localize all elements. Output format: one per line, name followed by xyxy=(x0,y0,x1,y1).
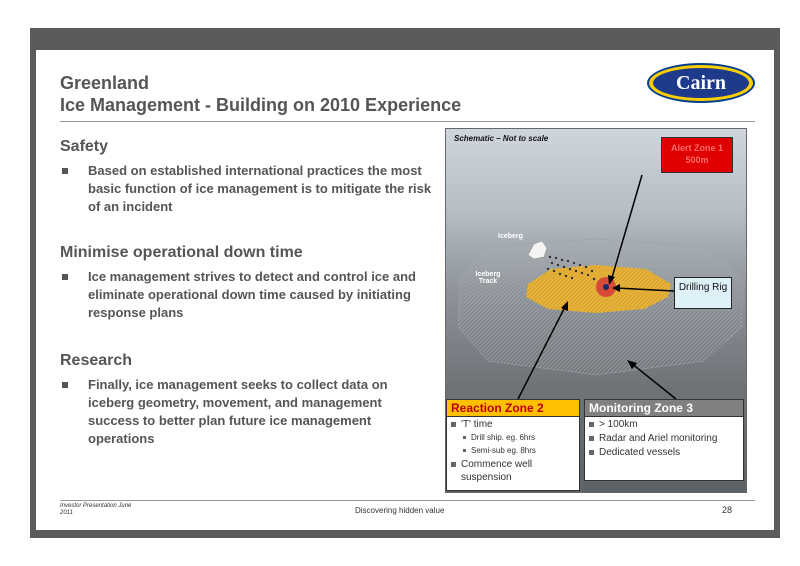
bullet-text: Finally, ice management seeks to collect data on iceberg geometry, movement, and management success to better plan future ice management operations xyxy=(88,377,388,446)
iceberg-track-label: Iceberg Track xyxy=(475,271,501,285)
bullet-square-icon xyxy=(62,274,68,280)
section-title: Safety xyxy=(60,138,109,155)
bullet-item xyxy=(60,162,438,216)
schematic-label: Schematic – Not to scale xyxy=(454,134,549,143)
left-border xyxy=(30,28,36,538)
bullet-item xyxy=(60,376,388,448)
iceberg-label: Iceberg xyxy=(498,233,523,240)
logo-text: Cairn xyxy=(653,68,749,98)
reaction-zone-title: Reaction Zone 2 xyxy=(447,400,579,417)
page-title xyxy=(60,72,461,116)
right-border xyxy=(774,28,780,538)
title-line-2: Ice Management - Building on 2010 Experience xyxy=(60,95,462,115)
footer-divider xyxy=(60,500,755,501)
list-text: Dedicated vessels xyxy=(599,447,681,458)
bullet-square-icon xyxy=(463,436,466,439)
bullet-square-icon xyxy=(451,462,456,467)
section-title: Minimise operational down time xyxy=(60,244,303,261)
list-text: Commence well suspension xyxy=(461,459,533,483)
list-subitem xyxy=(447,444,579,457)
bottom-border xyxy=(30,530,780,538)
monitoring-zone-box xyxy=(584,399,744,481)
bullet-square-icon xyxy=(589,422,594,427)
alert-zone-box: Alert Zone 1 500m xyxy=(661,137,733,173)
bullet-item xyxy=(60,268,438,322)
list-item xyxy=(585,446,743,459)
reaction-zone-box xyxy=(446,399,580,491)
monitoring-arrow xyxy=(631,363,676,399)
section-title: Research xyxy=(60,352,133,369)
list-subitem xyxy=(447,431,579,444)
list-text: Semi-sub eg. 8hrs xyxy=(471,446,536,455)
bullet-square-icon xyxy=(62,382,68,388)
rig-marker-icon xyxy=(603,284,609,290)
list-item xyxy=(585,418,743,431)
page-number: 28 xyxy=(722,505,733,515)
cairn-logo xyxy=(647,63,755,103)
section-safety xyxy=(60,138,438,216)
bullet-text: Ice management strives to detect and control ice and eliminate operational down time caused by initiating response plans xyxy=(88,269,416,320)
list-text: Drill ship. eg. 6hrs xyxy=(471,433,536,442)
title-divider xyxy=(60,121,755,122)
monitoring-zone-title: Monitoring Zone 3 xyxy=(585,400,743,417)
drilling-rig-box: Drilling Rig xyxy=(674,277,732,309)
list-text: Radar and Ariel monitoring xyxy=(599,433,718,444)
list-item xyxy=(447,458,579,484)
bullet-text: Based on established international practices the most basic function of ice management is to mitigate the risk of an incident xyxy=(88,163,432,214)
section-downtime xyxy=(60,244,438,322)
title-line-1: Greenland xyxy=(60,73,150,93)
bullet-square-icon xyxy=(451,422,456,427)
list-text: > 100km xyxy=(599,419,638,430)
list-text: 'T' time xyxy=(461,419,493,430)
top-border xyxy=(30,28,780,50)
bullet-square-icon xyxy=(589,436,594,441)
bullet-square-icon xyxy=(589,450,594,455)
bullet-square-icon xyxy=(62,168,68,174)
footer-tagline: Discovering hidden value xyxy=(355,506,445,515)
footer-presentation-label: Investor Presentation June 2011 xyxy=(60,503,132,516)
section-research xyxy=(60,352,388,448)
list-item xyxy=(585,432,743,445)
list-item xyxy=(447,418,579,431)
bullet-square-icon xyxy=(463,449,466,452)
